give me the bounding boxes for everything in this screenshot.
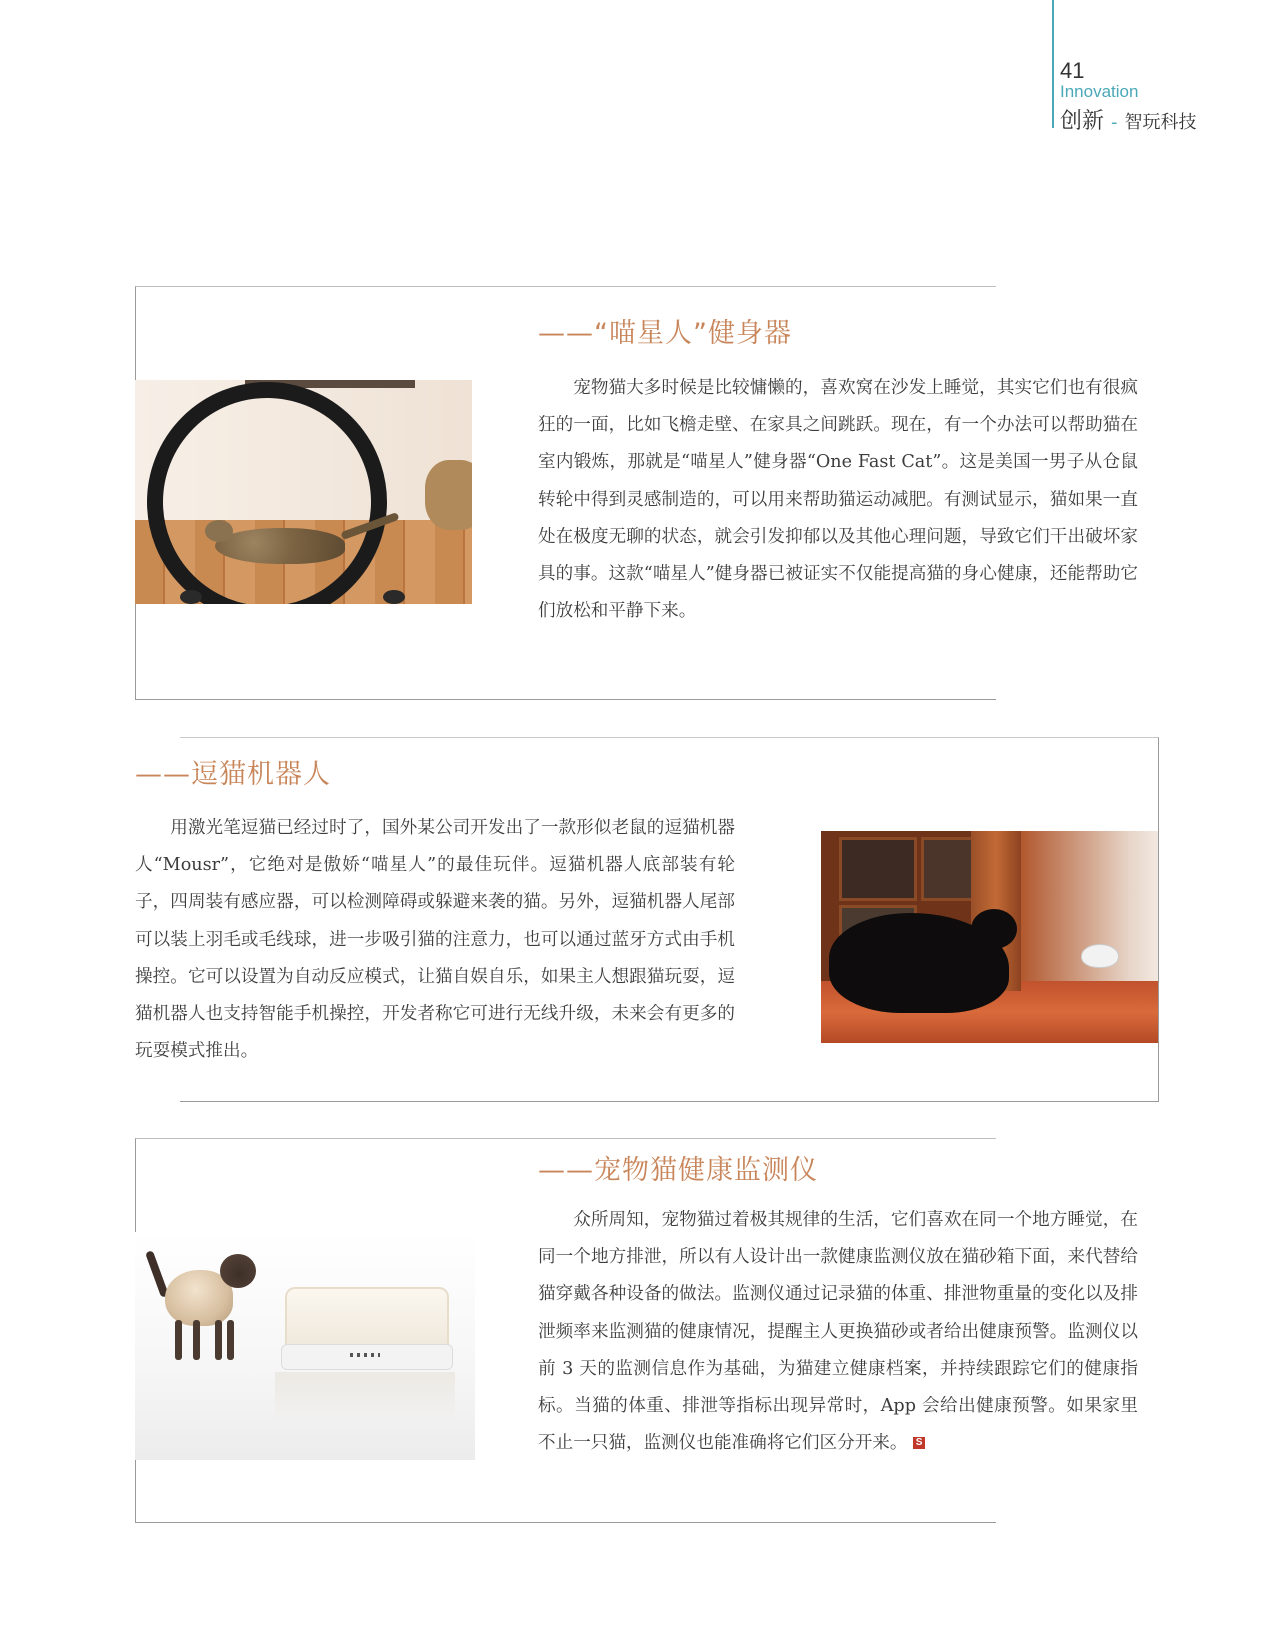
article-body-monitor-text: 众所周知，宠物猫过着极其规律的生活，它们喜欢在同一个地方睡觉，在同一个地方排泄，所以有人设计出一款健康监测仪放在猫砂箱下面，来代替给猫穿戴各种设备的做法。监测仪通过记录猫的体重、排泄物重量的变化以及排泄频率来监测猫的健康情况，提醒主人更换猫砂或者给出健康预警。监测仪以前 3 天的监测信息作为基础，为猫建立健康档案，并持续跟踪它们的健康指标。当猫的体重、排泄等指标出现异常时，App 会给出健康预警。如果家里不止一只猫，监测仪也能准确将它们区分开来。 — [538, 1210, 1138, 1454]
article-body-monitor — [538, 1202, 1138, 1462]
cat-robot-photo — [821, 831, 1158, 1043]
article-title-robot: ——逗猫机器人 — [135, 759, 331, 790]
section-separator: - — [1111, 112, 1118, 133]
magazine-end-mark-icon: S — [913, 1437, 925, 1449]
article-body-fitness: 宠物猫大多时候是比较慵懒的，喜欢窝在沙发上睡觉，其实它们也有很疯狂的一面，比如飞檐走壁、在家具之间跳跃。现在，有一个办法可以帮助猫在室内锻炼，那就是“喵星人”健身器“One Fast Cat”。这是美国一男子从仓鼠转轮中得到灵感制造的，可以用来帮助猫运动减肥。有测试显示，猫如果一直处在极度无聊的状态，就会引发抑郁以及其他心理问题，导致它们干出破坏家具的事。这款“喵星人”健身器已被证实不仅能提高猫的身心健康，还能帮助它们放松和平静下来。 — [538, 378, 1138, 622]
article-title-fitness: ——“喵星人”健身器 — [538, 318, 792, 349]
article-title-monitor: ——宠物猫健康监测仪 — [538, 1155, 818, 1186]
cat-litter-monitor-photo — [135, 1232, 475, 1460]
sub-section-name: 智玩科技 — [1124, 112, 1197, 133]
section-label-cn — [1060, 104, 1197, 135]
article-body-robot: 用激光笔逗猫已经过时了，国外某公司开发出了一款形似老鼠的逗猫机器人“Mousr”，它绝对是傲娇“喵星人”的最佳玩伴。逗猫机器人底部装有轮子，四周装有感应器，可以检测障碍或躲避来袭的猫。另外，逗猫机器人尾部可以装上羽毛或毛线球，进一步吸引猫的注意力，也可以通过蓝牙方式由手机操控。它可以设置为自动反应模式，让猫自娱自乐，如果主人想跟猫玩耍，逗猫机器人也支持智能手机操控，开发者称它可进行无线升级，未来会有更多的玩耍模式推出。 — [135, 818, 735, 1062]
cat-wheel-photo — [135, 380, 472, 604]
header-divider — [1052, 0, 1054, 128]
section-label-en: Innovation — [1060, 82, 1139, 101]
page-number: 41 — [1060, 58, 1085, 83]
section-name: 创新 — [1060, 109, 1105, 134]
